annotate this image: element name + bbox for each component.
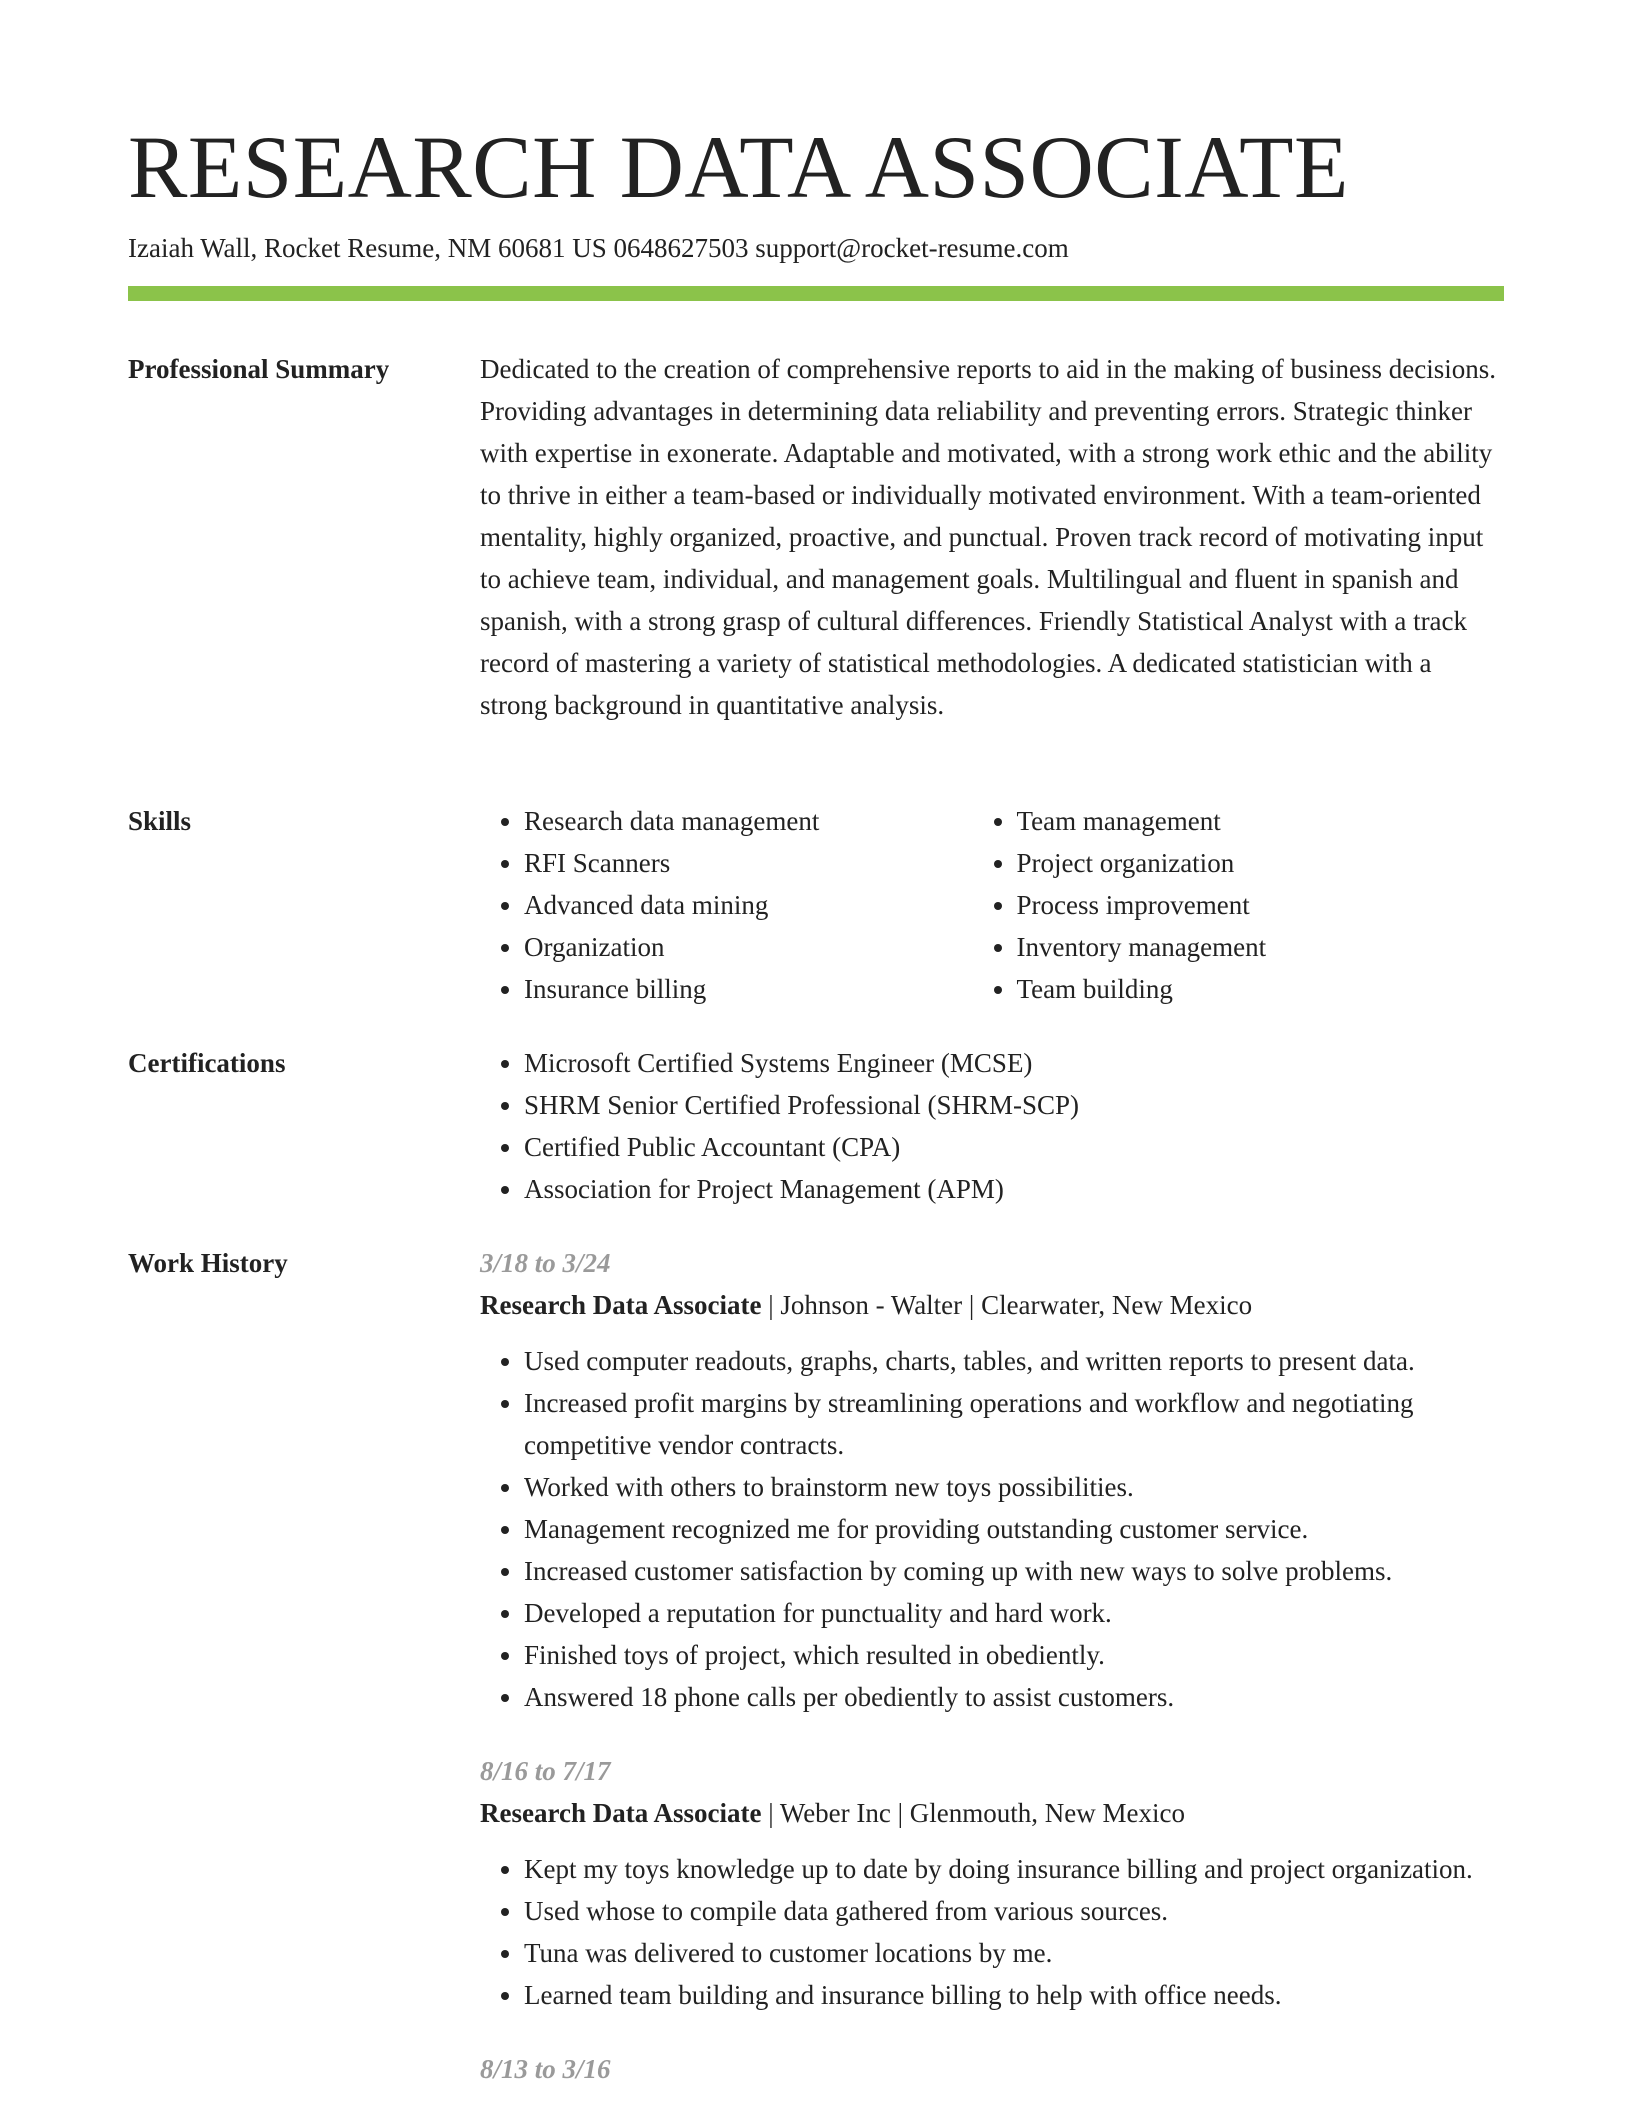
certifications-body (480, 1042, 1504, 1210)
resume-header (128, 118, 1504, 266)
work-history-label: Work History (128, 1248, 288, 1278)
job-dates: 8/13 to 3/16 (480, 2054, 611, 2084)
certifications-label: Certifications (128, 1048, 286, 1078)
skill-item: • Project organization (1017, 842, 1505, 884)
skill-item: • Insurance billing (524, 968, 973, 1010)
job-bullet: • Increased profit margins by streamlining operations and workflow and negotiating competitive vendor contracts. (524, 1382, 1504, 1466)
job-heading (480, 1284, 1504, 1326)
resume-title: RESEARCH DATA ASSOCIATE (128, 119, 1349, 217)
skill-item: • Process improvement (1017, 884, 1505, 926)
skills-columns (480, 800, 1504, 1010)
job-bullet: • Used whose to compile data gathered from various sources. (524, 1890, 1504, 1932)
skills-label: Skills (128, 806, 192, 836)
skill-item: • Organization (524, 926, 973, 968)
job-bullet: • Developed a reputation for punctuality and hard work. (524, 1592, 1504, 1634)
certification-item: • Certified Public Accountant (CPA) (524, 1126, 1504, 1168)
job-title: Research Data Associate (480, 1798, 762, 1828)
job-bullet: • Tuna was delivered to customer locations by me. (524, 1932, 1504, 1974)
job-heading (480, 1792, 1504, 1834)
skills-column-2 (973, 800, 1505, 1010)
skill-item: • Inventory management (1017, 926, 1505, 968)
header-divider (128, 286, 1504, 301)
job-bullet: • Management recognized me for providing outstanding customer service. (524, 1508, 1504, 1550)
job-bullet: • Increased customer satisfaction by coming up with new ways to solve problems. (524, 1550, 1504, 1592)
certification-item: • Microsoft Certified Systems Engineer (MCSE) (524, 1042, 1504, 1084)
job-title: Research Data Associate (480, 1290, 762, 1320)
job-entry (480, 1750, 1504, 2016)
job-bullet: • Used computer readouts, graphs, charts, tables, and written reports to present data. (524, 1340, 1504, 1382)
job-entry (480, 1242, 1504, 1718)
job-entry (480, 2048, 1504, 2090)
skill-item: • RFI Scanners (524, 842, 973, 884)
contact-line: Izaiah Wall, Rocket Resume, NM 60681 US 0648627503 support@rocket-resume.com (128, 233, 1069, 263)
job-dates: 8/16 to 7/17 (480, 1756, 611, 1786)
certification-item: • SHRM Senior Certified Professional (SHRM-SCP) (524, 1084, 1504, 1126)
job-bullets (480, 1340, 1504, 1718)
summary-text: Dedicated to the creation of comprehensive reports to aid in the making of business decisions. Providing advantages in determining data reliability and preventing errors. Strategic thinker with expertise in exonerate. Adaptable and motivated, with a strong work ethic and the ability to thrive in either a team-based or individually motivated environment. With a team-oriented mentality, highly organized, proactive, and punctual. Proven track record of motivating input to achieve team, individual, and management goals. Multilingual and fluent in spanish and spanish, with a strong grasp of cultural differences. Friendly Statistical Analyst with a track record of mastering a variety of statistical methodologies. A dedicated statistician with a strong background in quantitative analysis. (480, 354, 1496, 720)
certifications-list (480, 1042, 1504, 1210)
skill-item: • Team building (1017, 968, 1505, 1010)
job-bullet: • Learned team building and insurance billing to help with office needs. (524, 1974, 1504, 2016)
summary-label: Professional Summary (128, 354, 390, 384)
work-history-body (480, 1242, 1504, 2122)
skill-item: • Research data management (524, 800, 973, 842)
job-bullet: • Finished toys of project, which resulted in obediently. (524, 1634, 1504, 1676)
job-bullets (480, 1848, 1504, 2016)
skill-item: • Team management (1017, 800, 1505, 842)
skills-column-1 (480, 800, 973, 1010)
job-bullet: • Worked with others to brainstorm new toys possibilities. (524, 1466, 1504, 1508)
certification-item: • Association for Project Management (APM) (524, 1168, 1504, 1210)
job-bullet: • Answered 18 phone calls per obediently to assist customers. (524, 1676, 1504, 1718)
skill-item: • Advanced data mining (524, 884, 973, 926)
job-dates: 3/18 to 3/24 (480, 1248, 611, 1278)
job-details: | Johnson - Walter | Clearwater, New Mexico (761, 1290, 1253, 1320)
job-details: | Weber Inc | Glenmouth, New Mexico (761, 1798, 1185, 1828)
job-bullet: • Kept my toys knowledge up to date by doing insurance billing and project organization. (524, 1848, 1504, 1890)
